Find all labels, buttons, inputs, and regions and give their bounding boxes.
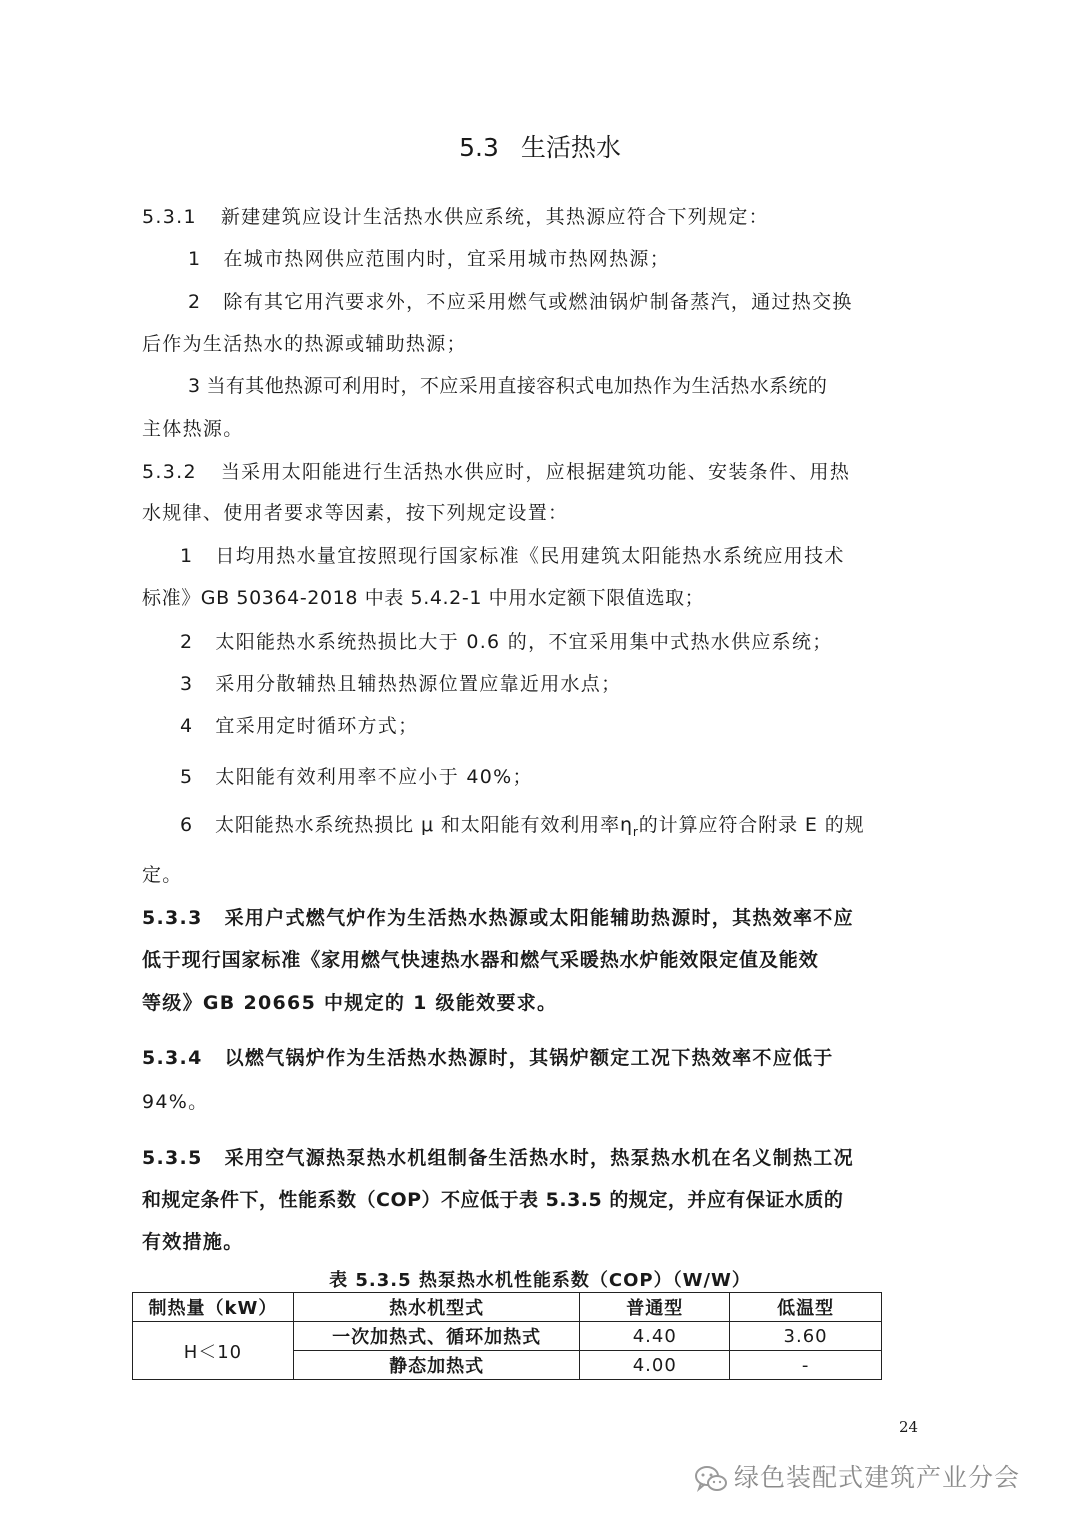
item-5-3-1-1	[188, 246, 670, 272]
header-heating-capacity: 制热量（kW）	[133, 1293, 294, 1322]
clause-text: 新建建筑应设计生活热水供应系统，其热源应符合下列规定：	[220, 206, 769, 228]
item-text: 当有其他热源可利用时，不应采用直接容积式电加热作为生活热水系统的	[206, 375, 828, 397]
item-number: 4	[180, 715, 194, 737]
section-title: 生活热水	[520, 133, 621, 162]
table-header-row	[133, 1293, 882, 1322]
item-number: 1	[188, 248, 202, 270]
item-text: 太阳能热水系统热损比大于 0.6 的，不宜采用集中式热水供应系统；	[215, 631, 833, 653]
item-text: 除有其它用汽要求外，不应采用燃气或燃油锅炉制备蒸汽，通过热交换	[223, 291, 853, 313]
clause-number: 5.3.2	[142, 461, 197, 483]
item-5-3-1-2	[188, 289, 853, 315]
clause-5-3-3	[142, 905, 854, 931]
item-5-3-2-3	[180, 671, 621, 697]
cop-table	[132, 1292, 882, 1380]
item-text: 宜采用定时循环方式；	[215, 715, 419, 737]
clause-number: 5.3.5	[142, 1147, 203, 1169]
clause-5-3-3-cont-2: 等级》GB 20665 中规定的 1 级能效要求。	[142, 992, 558, 1014]
page-number: 24	[899, 1418, 919, 1436]
item-number: 5	[180, 766, 194, 788]
item-number: 1	[180, 545, 194, 567]
watermark	[694, 1458, 1020, 1494]
item-text: 太阳能有效利用率不应小于 40%；	[215, 766, 533, 788]
clause-text: 以燃气锅炉作为生活热水热源时，其锅炉额定工况下热效率不应低于	[224, 1047, 834, 1069]
item-5-3-2-2	[180, 629, 833, 655]
heater-type-cell: 静态加热式	[293, 1351, 580, 1380]
item-5-3-2-5	[180, 764, 533, 790]
section-heading	[0, 132, 1080, 164]
table-caption: 表 5.3.5 热泵热水机性能系数（COP）（W/W）	[329, 1270, 751, 1291]
clause-text: 采用户式燃气炉作为生活热水热源或太阳能辅助热源时，其热效率不应	[224, 907, 854, 929]
clause-5-3-5-cont-1: 和规定条件下，性能系数（COP）不应低于表 5.3.5 的规定，并应有保证水质的	[142, 1189, 844, 1211]
header-low-temp-type: 低温型	[730, 1293, 882, 1322]
watermark-text: 绿色装配式建筑产业分会	[734, 1463, 1021, 1492]
normal-cop-cell: 4.40	[580, 1322, 730, 1351]
header-heater-type: 热水机型式	[293, 1293, 580, 1322]
clause-5-3-4-cont: 94%。	[142, 1091, 209, 1113]
item-5-3-2-6	[180, 812, 865, 845]
clause-text: 当采用太阳能进行生活热水供应时，应根据建筑功能、安装条件、用热	[220, 461, 851, 483]
clause-number: 5.3.4	[142, 1047, 203, 1069]
clause-5-3-5-cont-2: 有效措施。	[142, 1231, 244, 1253]
wechat-icon	[694, 1464, 728, 1494]
item-number: 3	[180, 673, 194, 695]
low-temp-cop-cell: -	[730, 1351, 882, 1380]
item-5-3-2-1-cont: 标准》GB 50364-2018 中表 5.4.2-1 中用水定额下限值选取；	[142, 587, 705, 609]
item-text: 太阳能热水系统热损比 μ 和太阳能有效利用率η	[215, 814, 633, 836]
item-5-3-1-3	[188, 373, 827, 399]
clause-5-3-5	[142, 1145, 854, 1171]
clause-5-3-4	[142, 1045, 834, 1071]
clause-5-3-2-cont: 水规律、使用者要求等因素，按下列规定设置：	[142, 502, 569, 524]
header-normal-type: 普通型	[580, 1293, 730, 1322]
clause-text: 采用空气源热泵热水机组制备生活热水时，热泵热水机在名义制热工况	[224, 1147, 854, 1169]
item-number: 2	[188, 291, 202, 313]
item-text: 在城市热网供应范围内时，宜采用城市热网热源；	[223, 248, 670, 270]
clause-number: 5.3.1	[142, 206, 197, 228]
capacity-range-cell: H＜10	[133, 1322, 294, 1380]
item-5-3-1-2-cont: 后作为生活热水的热源或辅助热源；	[142, 333, 467, 355]
item-number: 2	[180, 631, 194, 653]
item-5-3-1-3-cont: 主体热源。	[142, 418, 244, 440]
section-number: 5.3	[459, 133, 499, 162]
item-text-end: 的计算应符合附录 E 的规	[638, 814, 865, 836]
normal-cop-cell: 4.00	[580, 1351, 730, 1380]
clause-5-3-2	[142, 459, 850, 485]
clause-5-3-3-cont-1: 低于现行国家标准《家用燃气快速热水器和燃气采暖热水炉能效限定值及能效	[142, 949, 819, 971]
heater-type-cell: 一次加热式、循环加热式	[293, 1322, 580, 1351]
item-5-3-2-1	[180, 543, 845, 569]
item-text: 日均用热水量宜按照现行国家标准《民用建筑太阳能热水系统应用技术	[215, 545, 845, 567]
eta-subscript: r	[632, 824, 639, 839]
item-text: 采用分散辅热且辅热热源位置应靠近用水点；	[215, 673, 622, 695]
table-row	[133, 1322, 882, 1351]
item-number: 3	[188, 375, 201, 397]
item-5-3-2-4	[180, 713, 418, 739]
item-number: 6	[180, 814, 193, 836]
low-temp-cop-cell: 3.60	[730, 1322, 882, 1351]
clause-5-3-1	[142, 204, 769, 230]
clause-number: 5.3.3	[142, 907, 203, 929]
item-5-3-2-6-cont: 定。	[142, 864, 183, 886]
